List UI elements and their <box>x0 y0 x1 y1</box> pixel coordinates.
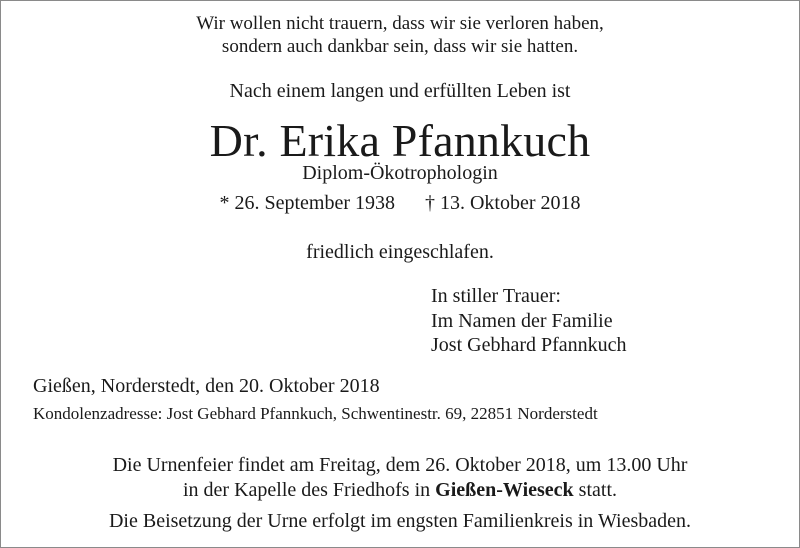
funeral-line-2 <box>0 480 800 500</box>
deceased-name: Dr. Erika Pfannkuch <box>209 115 591 166</box>
passing-text: friedlich eingeschlafen. <box>306 241 494 263</box>
life-dates <box>0 193 800 213</box>
death-date: † 13. Oktober 2018 <box>424 192 581 214</box>
intro-text: Nach einem langen und erfüllten Leben ist <box>229 80 571 102</box>
deceased-title: Diplom-Ökotrophologin <box>302 162 498 184</box>
mourners-line-3: Jost Gebhard Pfannkuch <box>431 334 627 356</box>
place-date: Gießen, Norderstedt, den 20. Oktober 2018 <box>33 375 380 397</box>
funeral-line-2-start: in der Kapelle des Friedhofs in <box>182 479 436 501</box>
mourners-line-1: In stiller Trauer: <box>431 285 561 307</box>
burial-info: Die Beisetzung der Urne erfolgt im engsten Familienkreis in Wiesbaden. <box>108 510 691 532</box>
mourners-line-2: Im Namen der Familie <box>431 310 613 332</box>
quote-line-2: sondern auch dankbar sein, dass wir sie hatten. <box>221 36 579 57</box>
quote-line-1: Wir wollen nicht trauern, dass wir sie verloren haben, <box>196 13 604 34</box>
funeral-location: Gießen-Wieseck <box>435 479 574 501</box>
funeral-line-2-end: statt. <box>573 479 618 501</box>
funeral-line-1: Die Urnenfeier findet am Freitag, dem 26. Oktober 2018, um 13.00 Uhr <box>112 454 688 476</box>
condolence-address: Kondolenzadresse: Jost Gebhard Pfannkuch, Schwentinestr. 69, 22851 Norderstedt <box>33 404 598 423</box>
birth-date: * 26. September 1938 <box>219 192 395 214</box>
